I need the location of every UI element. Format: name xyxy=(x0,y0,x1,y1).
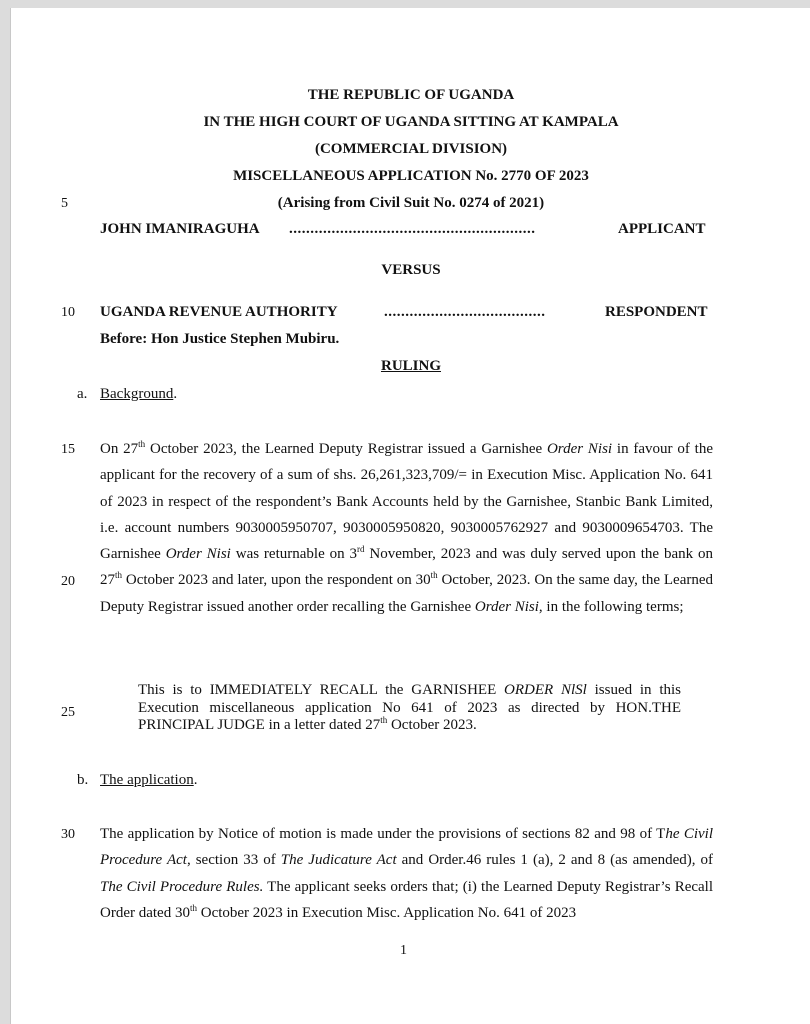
p2-italic-1: he Civil Procedure Act xyxy=(100,826,714,869)
line-number-20: 20 xyxy=(61,574,75,589)
respondent-role: RESPONDENT xyxy=(605,304,708,320)
section-a-marker: a. xyxy=(77,386,88,402)
section-a-heading-text: Background xyxy=(100,386,174,402)
ruling-title: RULING xyxy=(380,358,441,374)
line-number-10: 10 xyxy=(61,305,75,320)
applicant-role: APPLICANT xyxy=(618,221,706,237)
p1-sup-1: th xyxy=(138,439,146,449)
page-number: 1 xyxy=(400,943,407,958)
p1-text-8: , in the following terms; xyxy=(538,598,684,615)
section-b-marker: b. xyxy=(77,772,89,788)
p1-text-5: November, 2023 and was duly served upon the bank on 27 xyxy=(100,546,713,589)
versus-label: VERSUS xyxy=(381,262,441,278)
applicant-dots: .......................................................... xyxy=(289,221,536,237)
p2-text-1: The application by Notice of motion is made under the provisions of sections 82 and 98 of T xyxy=(100,826,666,842)
section-b-heading-text: The application xyxy=(100,772,194,788)
applicant-name: JOHN IMANIRAGUHA xyxy=(100,221,260,237)
quote-text-2: issued in this Execution miscellaneous application No 641 of 2023 as directed by HON.THE PRINCIPAL JUDGE in a letter dated 27 xyxy=(138,682,682,733)
p1-sup-3: th xyxy=(115,570,123,581)
section-b-heading-end: . xyxy=(193,772,198,788)
p1-text-3: in favour of the applicant for the recovery of a sum of shs. 26,261,323,709/= in Execution Misc. Application No. 641 of 2023 in respect of the respondent’s Bank Accounts held by the Garnishee, Stanbic Bank Limited, i.e. account numbers 9030005950707, 9030005950820, 9030005762927 and 9030009654703. The Garnishee xyxy=(100,441,713,563)
background-paragraph xyxy=(100,436,713,620)
p2-sup-1: th xyxy=(189,902,197,913)
p1-text-4: was returnable on 3 xyxy=(230,546,357,563)
p2-italic-2: The Judicature Act xyxy=(280,852,397,869)
p2-text-2: , section 33 of xyxy=(186,852,281,869)
p1-italic-1: Order Nisi xyxy=(546,441,613,457)
republic-heading: THE REPUBLIC OF UGANDA xyxy=(307,87,515,103)
p1-sup-2: rd xyxy=(357,544,365,555)
section-a-heading xyxy=(100,386,177,403)
line-number-25: 25 xyxy=(61,705,75,720)
line-number-30: 30 xyxy=(61,827,75,842)
document-page xyxy=(10,8,810,1024)
p1-italic-2: Order Nisi xyxy=(165,546,231,563)
quote-text-1: This is to IMMEDIATELY RECALL the GARNISHEE xyxy=(138,682,505,698)
quote-sup-1: th xyxy=(380,715,388,725)
p2-italic-3: The Civil Procedure Rules. xyxy=(100,878,264,895)
quote-text-3: October 2023. xyxy=(387,717,477,733)
p1-text-1: On 27 xyxy=(100,441,139,457)
p1-sup-4: th xyxy=(430,570,438,581)
p1-text-6: October 2023 and later, upon the respondent on 30 xyxy=(122,572,431,589)
p2-text-4: The applicant seeks orders that; (i) the Learned Deputy Registrar’s Recall Order dated 30 xyxy=(100,878,714,921)
section-b-heading xyxy=(100,772,197,789)
application-heading: MISCELLANEOUS APPLICATION No. 2770 OF 2023 xyxy=(233,168,589,184)
application-paragraph xyxy=(100,821,713,926)
respondent-dots: ...................................... xyxy=(384,304,546,320)
p1-text-2: October 2023, the Learned Deputy Registrar issued a Garnishee xyxy=(145,441,547,457)
line-number-5: 5 xyxy=(61,196,68,211)
respondent-name: UGANDA REVENUE AUTHORITY xyxy=(100,304,338,320)
quote-italic-1: ORDER NlSl xyxy=(504,682,587,698)
section-a-heading-end: . xyxy=(173,386,178,402)
p1-italic-3: Order Nisi xyxy=(474,598,539,615)
division-heading: (COMMERCIAL DIVISION) xyxy=(314,141,508,157)
p1-text-7: October, 2023. On the same day, the Learned Deputy Registrar issued another order recalling the Garnishee xyxy=(100,572,714,615)
recall-order-quote xyxy=(138,682,681,735)
before-judge: Before: Hon Justice Stephen Mubiru. xyxy=(100,331,340,347)
line-number-15: 15 xyxy=(61,442,75,457)
arising-heading: (Arising from Civil Suit No. 0274 of 2021) xyxy=(277,195,545,211)
p2-text-3: and Order.46 rules 1 (a), 2 and 8 (as amended), of xyxy=(396,852,713,869)
p2-text-5: October 2023 in Execution Misc. Application No. 641 of 2023 xyxy=(196,904,577,921)
court-heading: IN THE HIGH COURT OF UGANDA SITTING AT KAMPALA xyxy=(203,114,619,130)
